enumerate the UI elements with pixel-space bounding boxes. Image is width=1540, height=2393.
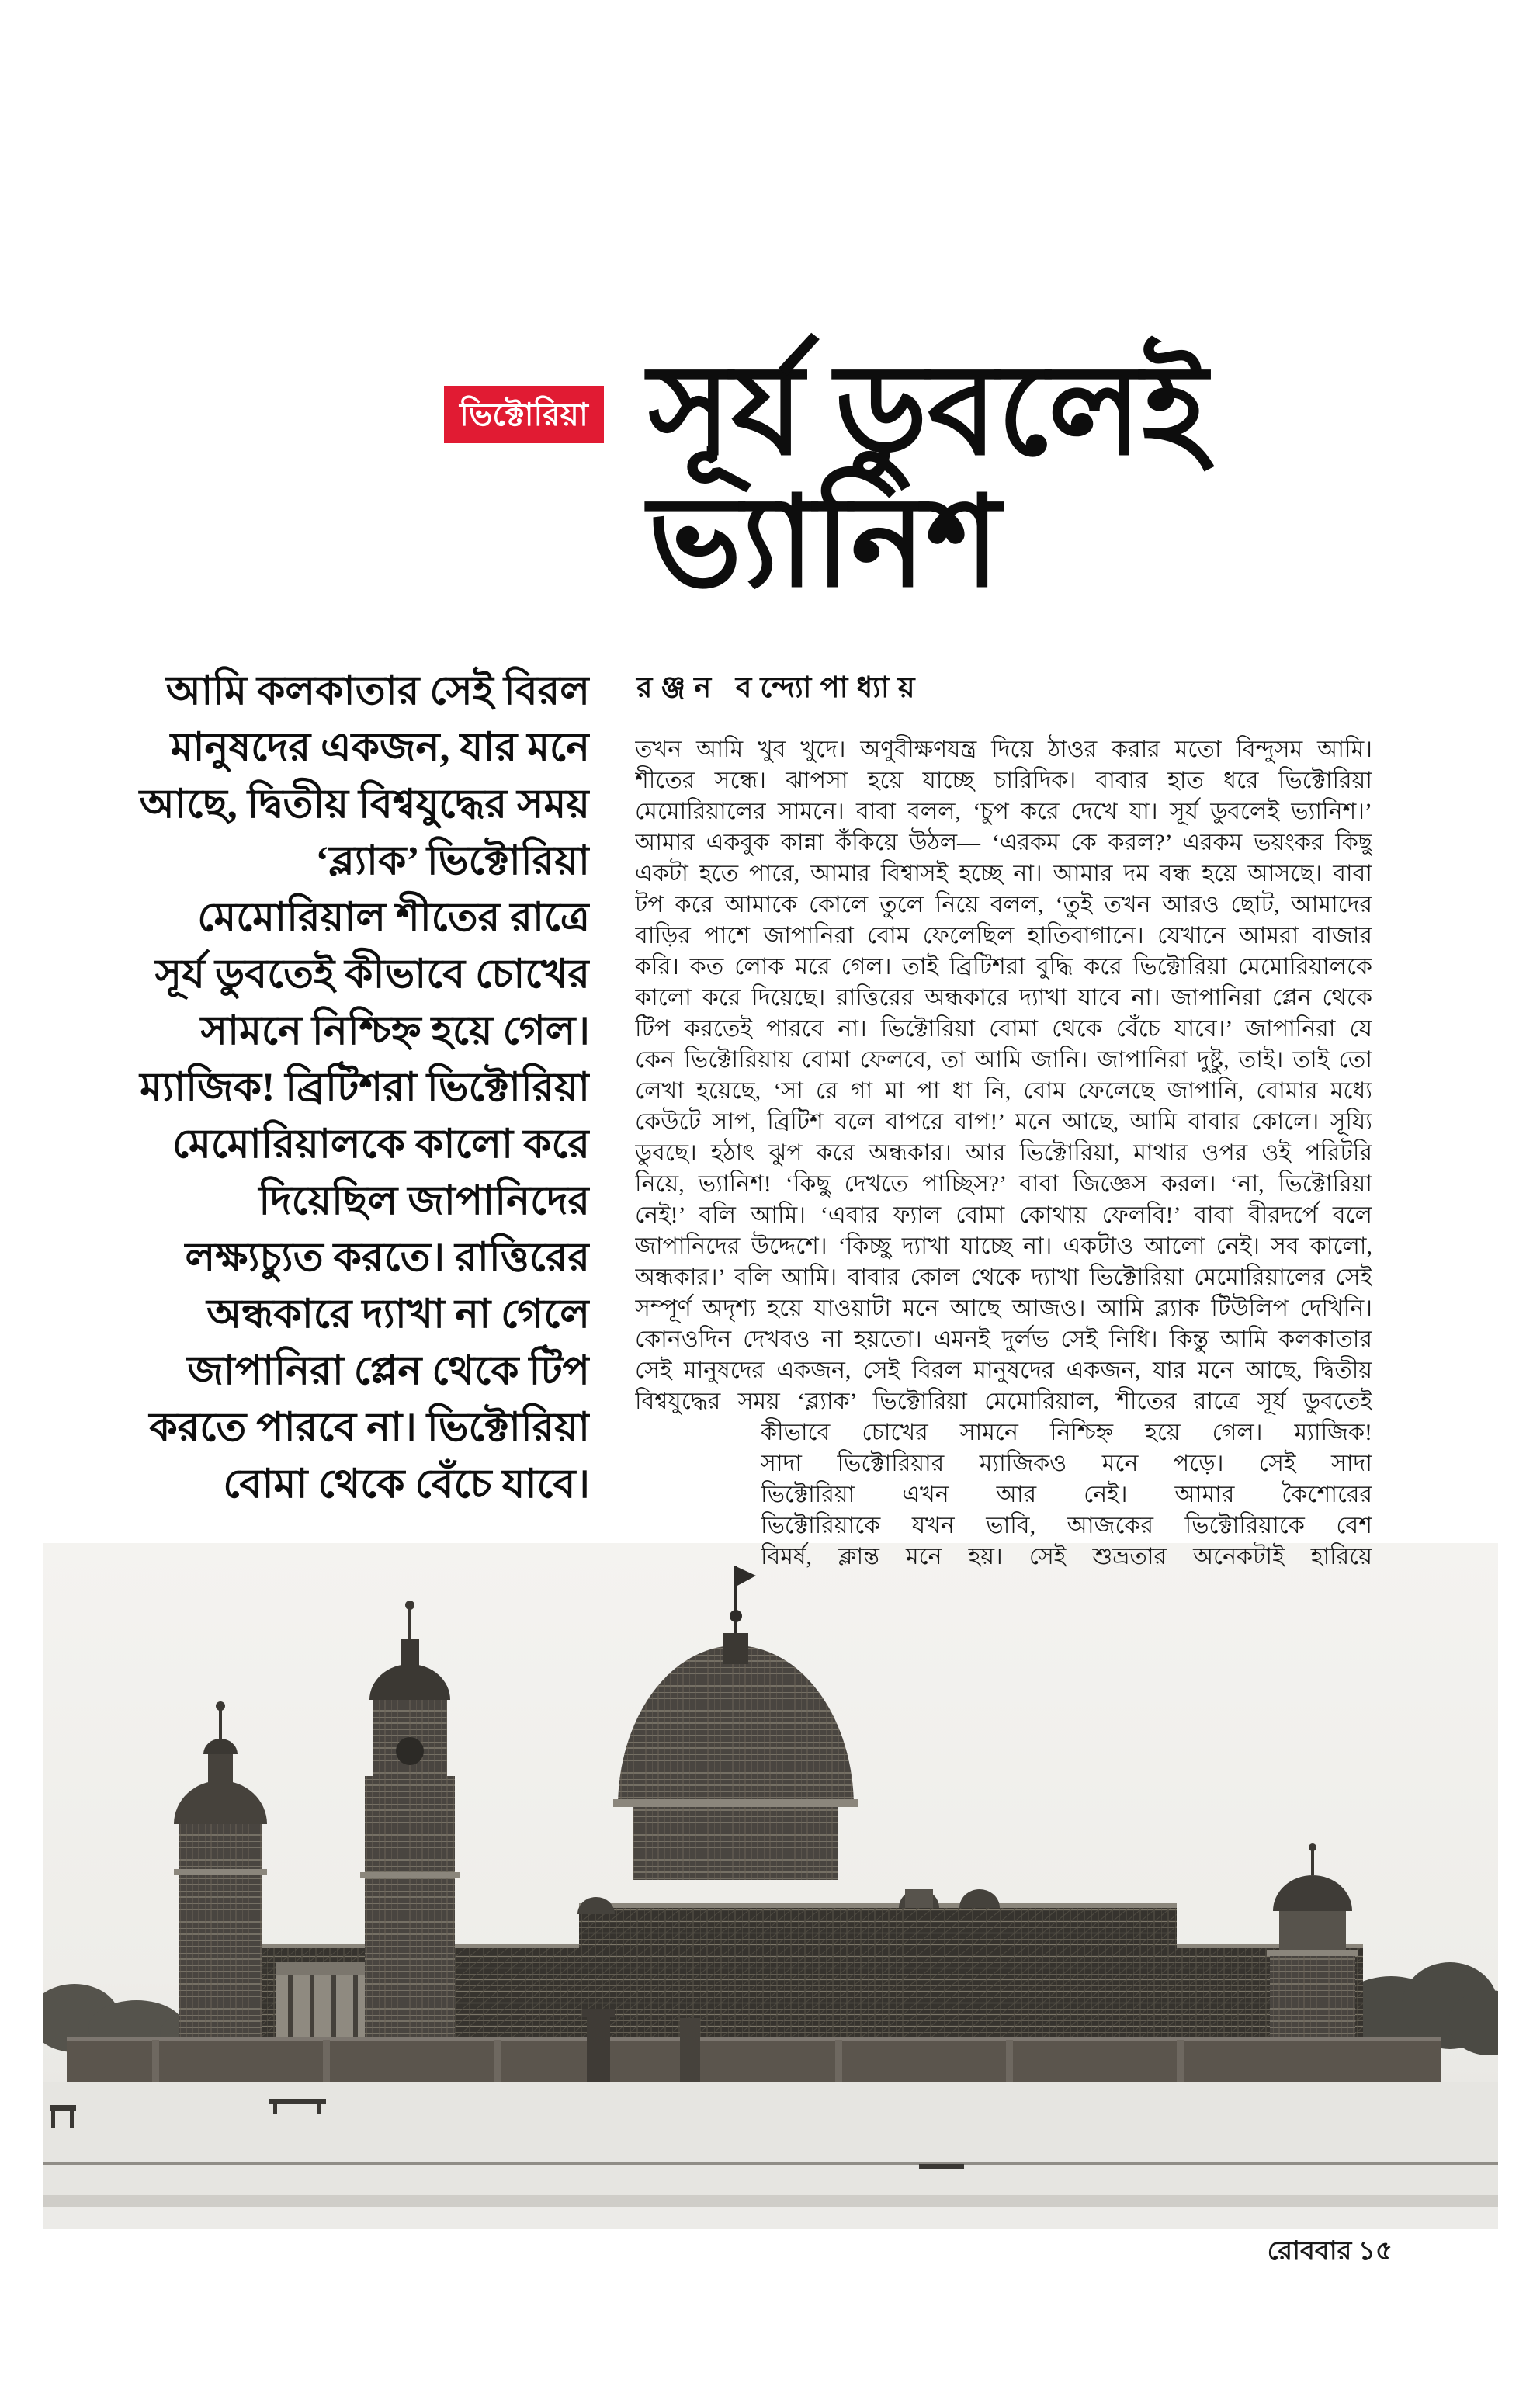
body-line: বিশ্বযুদ্ধের সময় ‘ব্ল্যাক’ ভিক্টোরিয়া মেমোরিয়াল, শীতের রাত্রে সূর্য ডুবতেই: [635, 1389, 1372, 1414]
body-line: ভিক্টোরিয়াকে যখন ভাবি, আজকের ভিক্টোরিয়াকে বেশ: [761, 1513, 1372, 1538]
body-line: তখন আমি খুব খুদে। অণুবীক্ষণযন্ত্র দিয়ে ঠাওর করার মতো বিন্দুসম আমি।: [635, 737, 1372, 762]
center-cornice: [579, 1903, 1177, 1908]
pull-quote-line: মেমোরিয়াল শীতের রাত্রে: [197, 896, 590, 940]
victoria-memorial-photo: [43, 1543, 1498, 2229]
body-line: সেই মানুষদের একজন, সেই বিরল মানুষদের একজন, যার মনে আছে, দ্বিতীয়: [635, 1358, 1372, 1383]
body-line: বিমর্ষ, ক্লান্ত মনে হয়। সেই শুভ্রতার অনেকটাই হারিয়ে: [761, 1544, 1372, 1569]
pull-quote-line: সামনে নিশ্চিহ্ন হয়ে গেল।: [200, 1009, 590, 1053]
pull-quote-line: ম্যাজিক! ব্রিটিশরা ভিক্টোরিয়া: [140, 1066, 590, 1110]
body-line: নিয়ে, ভ্যানিশ! ‘কিছু দেখতে পাচ্ছিস?’ বাবা জিজ্ঞেস করল। ‘না, ভিক্টোরিয়া: [635, 1171, 1372, 1197]
body-paragraph-wrapped: [635, 1417, 1372, 1573]
body-line: অন্ধকার।’ বলি আমি। বাবার কোল থেকে দ্যাখা ভিক্টোরিয়া মেমোরিয়ালের সেই: [635, 1264, 1372, 1290]
body-line: মেমোরিয়ালের সামনে। বাবা বলল, ‘চুপ করে দেখে যা। সূর্য ডুবলেই ভ্যানিশ।’: [635, 799, 1372, 824]
pull-quote-column: [121, 663, 590, 1513]
body-line: করি। কত লোক মরে গেল। তাই ব্রিটিশরা বুদ্ধি করে ভিক্টোরিয়া মেমোরিয়ালকে: [635, 954, 1372, 980]
headline: [648, 342, 1517, 613]
body-column: [635, 734, 1372, 1573]
body-line: কালো করে দিয়েছে। রাত্তিরের অন্ধকারে দ্যাখা যাবে না। জাপানিরা প্লেন থেকে: [635, 985, 1372, 1011]
pull-quote-line: আমি কলকাতার সেই বিরল: [165, 669, 590, 713]
body-line: সম্পূর্ণ অদৃশ্য হয়ে যাওয়াটা মনে আছে আজও। আমি ব্ল্যাক টিউলিপ দেখিনি।: [635, 1295, 1372, 1321]
headline-line-2: ভ্যানিশ: [648, 474, 1001, 613]
byline: রঞ্জন বন্দ্যোপাধ্যায়: [636, 672, 924, 704]
plaza: [43, 2082, 1498, 2229]
pull-quote-line: বোমা থেকে বেঁচে যাবে।: [223, 1462, 590, 1507]
pull-quote-line: দিয়েছিল জাপানিদের: [258, 1179, 590, 1223]
body-line: একটা হতে পারে, আমার বিশ্বাসই হচ্ছে না। আমার দম বন্ধ হয়ে আসছে। বাবা: [635, 861, 1372, 886]
pull-quote-line: মানুষদের একজন, যার মনে: [170, 726, 590, 770]
body-line: টপ করে আমাকে কোলে তুলে নিয়ে বলল, ‘তুই তখন আরও ছোট, আমাদের: [635, 892, 1372, 917]
body-line: কেউটে সাপ, ব্রিটিশ বলে বাপরে বাপ!’ মনে আছে, আমি বাবার কোলে। সূয্যি: [635, 1109, 1372, 1135]
body-line: নেই!’ বলি আমি। ‘এবার ফ্যাল বোমা কোথায় ফেলবি!’ বাবা বীরদর্পে বলে: [635, 1202, 1372, 1228]
pull-quote-line: মেমোরিয়ালকে কালো করে: [172, 1122, 590, 1167]
body-line: কোনওদিন দেখবও না হয়তো। এমনই দুর্লভ সেই নিধি। কিন্তু আমি কলকাতার: [635, 1327, 1372, 1352]
body-line: শীতের সন্ধে। ঝাপসা হয়ে যাচ্ছে চারিদিক। বাবার হাত ধরে ভিক্টোরিয়া: [635, 768, 1372, 793]
pull-quote-line: অন্ধকারে দ্যাখা না গেলে: [206, 1292, 590, 1337]
body-line: বাড়ির পাশে জাপানিরা বোম ফেলেছিল হাতিবাগানে। যেখানে আমরা বাজার: [635, 923, 1372, 949]
pull-quote-line: আছে, দ্বিতীয় বিশ্বযুদ্ধের সময়: [139, 782, 590, 827]
headline-line-1: সূর্য ডুবলেই: [648, 342, 1208, 481]
body-line: সাদা ভিক্টোরিয়ার ম্যাজিকও মনে পড়ে। সেই সাদা: [761, 1451, 1372, 1476]
body-line: টিপ করতেই পারবে না। ভিক্টোরিয়া বোমা থেকে বেঁচে যাবে।’ জাপানিরা যে: [635, 1016, 1372, 1042]
body-line: লেখা হয়েছে, ‘সা রে গা মা পা ধা নি, বোম ফেলেছে জাপানি, বোমার মধ্যে: [635, 1078, 1372, 1104]
body-line: আমার একবুক কান্না কঁকিয়ে উঠল— ‘এরকম কে করল?’ এরকম ভয়ংকর কিছু: [635, 830, 1372, 855]
pull-quote-line: সূর্য ডুবতেই কীভাবে চোখের: [154, 952, 590, 997]
pull-quote-line: লক্ষ্যচ্যুত করতে। রাত্তিরের: [185, 1236, 590, 1280]
body-line: ডুবছে। হঠাৎ ঝুপ করে অন্ধকার। আর ভিক্টোরিয়া, মাথার ওপর ওই পরিটরি: [635, 1140, 1372, 1166]
body-line: কীভাবে চোখের সামনে নিশ্চিহ্ন হয়ে গেল। ম্যাজিক!: [761, 1420, 1372, 1445]
body-line: কেন ভিক্টোরিয়ায় বোমা ফেলবে, তা আমি জানি। জাপানিরা দুষ্টু, তাই। তাই তো: [635, 1047, 1372, 1073]
section-tag: ভিক্টোরিয়া: [444, 386, 604, 443]
pull-quote-line: করতে পারবে না। ভিক্টোরিয়া: [149, 1406, 590, 1450]
page-folio: রোববার ১৫: [1267, 2237, 1393, 2266]
body-line: ভিক্টোরিয়া এখন আর নেই। আমার কৈশোরের: [761, 1482, 1372, 1507]
body-paragraph: [635, 734, 1372, 1417]
pull-quote-line: জাপানিরা প্লেন থেকে টিপ: [187, 1349, 590, 1393]
body-line: জাপানিদের উদ্দেশে। ‘কিচ্ছু দ্যাখা যাচ্ছে না। একটাও আলো নেই। সব কালো,: [635, 1233, 1372, 1259]
pull-quote-line: ‘ব্ল্যাক’ ভিক্টোরিয়া: [315, 839, 590, 883]
